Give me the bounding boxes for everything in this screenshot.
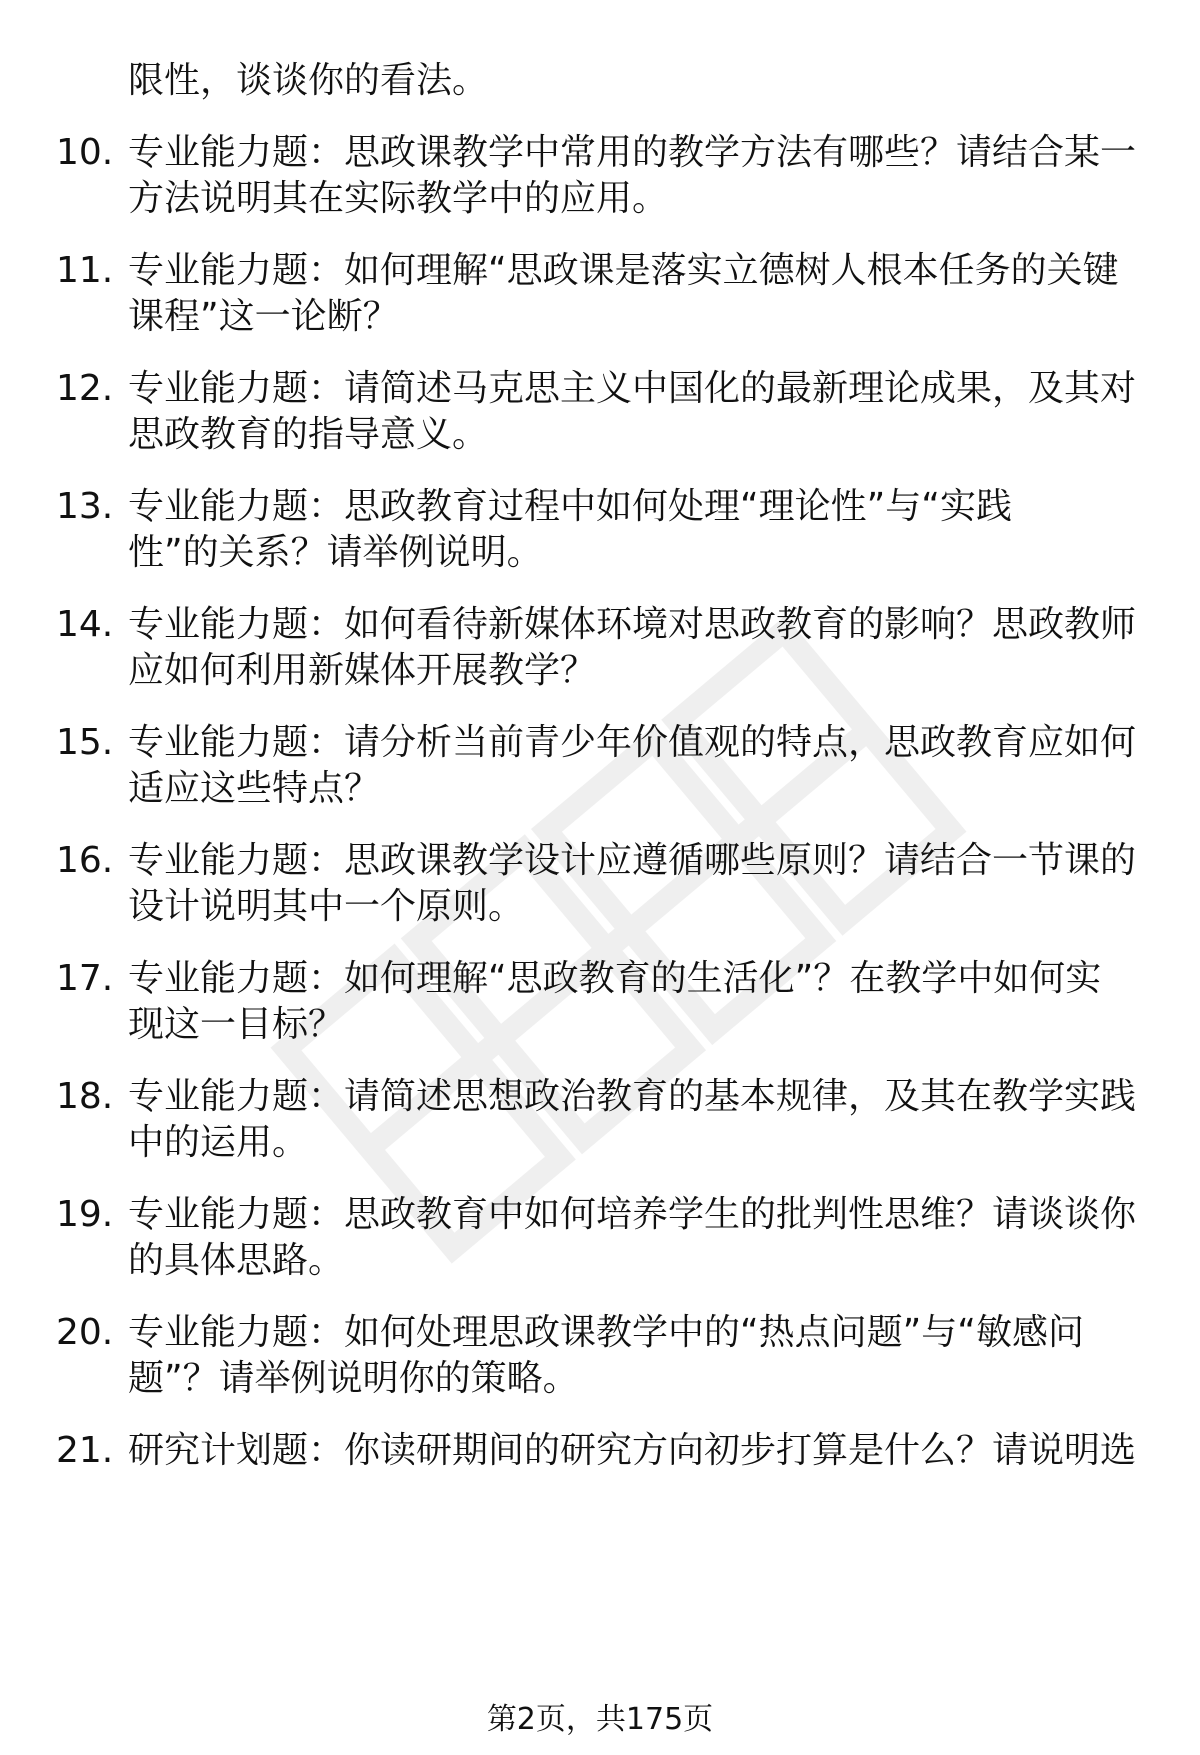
item-text-line: 专业能力题：请简述马克思主义中国化的最新理论成果，及其对: [128, 368, 1137, 409]
page-footer: 第2页，共175页: [486, 1702, 714, 1737]
item-text-line: 专业能力题：思政课教学中常用的教学方法有哪些？请结合某一: [128, 132, 1137, 173]
item-number: 14.: [56, 604, 114, 645]
item-text-line: 专业能力题：思政教育过程中如何处理“理论性”与“实践: [128, 486, 1012, 527]
item-number: 21.: [56, 1430, 114, 1471]
item-text-line: 专业能力题：如何理解“思政教育的生活化”？在教学中如何实: [128, 958, 1102, 999]
item-text-line: 课程”这一论断？: [128, 296, 399, 337]
item-text-line: 专业能力题：请简述思想政治教育的基本规律，及其在教学实践: [128, 1076, 1137, 1117]
item-text-line: 现这一目标？: [128, 1004, 345, 1045]
item-text-line: 研究计划题：你读研期间的研究方向初步打算是什么？请说明选: [128, 1430, 1137, 1471]
item-text-line: 思政教育的指导意义。: [128, 414, 489, 455]
item-text-line: 性”的关系？请举例说明。: [128, 532, 543, 573]
item-number: 16.: [56, 840, 114, 881]
item-text-line: 专业能力题：如何看待新媒体环境对思政教育的影响？思政教师: [128, 604, 1137, 645]
item-number: 17.: [56, 958, 114, 999]
item-number: 20.: [56, 1312, 114, 1353]
item-text-line: 应如何利用新媒体开展教学？: [128, 650, 597, 691]
item-text-line: 方法说明其在实际教学中的应用。: [128, 178, 669, 219]
item-number: 15.: [56, 722, 114, 763]
item-text-line: 设计说明其中一个原则。: [128, 886, 525, 927]
item-number: 11.: [56, 250, 114, 291]
item-text-line: 专业能力题：如何处理思政课教学中的“热点问题”与“敏感问: [128, 1312, 1084, 1353]
item-text-line: 的具体思路。: [128, 1240, 345, 1281]
item-number: 12.: [56, 368, 114, 409]
item-text-line: 专业能力题：请分析当前青少年价值观的特点，思政教育应如何: [128, 722, 1137, 763]
item-number: 13.: [56, 486, 114, 527]
item-text-line: 题”？请举例说明你的策略。: [128, 1358, 579, 1399]
item-text-line: 适应这些特点？: [128, 768, 381, 809]
item-number: 19.: [56, 1194, 114, 1235]
continuation-line: 限性，谈谈你的看法。: [128, 60, 489, 101]
item-text-line: 专业能力题：如何理解“思政课是落实立德树人根本任务的关键: [128, 250, 1119, 291]
item-text-line: 中的运用。: [128, 1122, 309, 1163]
item-text-line: 专业能力题：思政教育中如何培养学生的批判性思维？请谈谈你: [128, 1194, 1137, 1235]
item-text-line: 专业能力题：思政课教学设计应遵循哪些原则？请结合一节课的: [128, 840, 1137, 881]
item-number: 18.: [56, 1076, 114, 1117]
item-number: 10.: [56, 132, 114, 173]
